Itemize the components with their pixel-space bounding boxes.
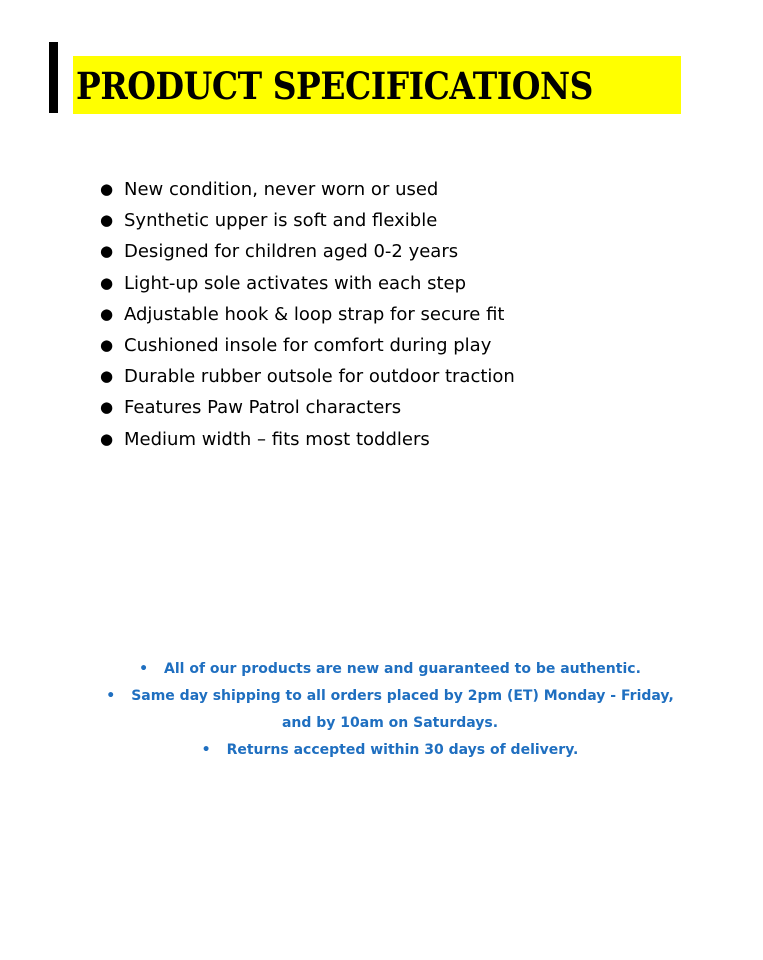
spec-item: [96, 392, 696, 423]
policy-note-returns: [90, 737, 690, 764]
bullet-icon: ●: [100, 398, 114, 417]
bullet-icon: ●: [100, 180, 114, 198]
bullet-icon: ●: [100, 304, 114, 323]
spec-item: [96, 205, 696, 236]
page-title: PRODUCT SPECIFICATIONS: [76, 64, 593, 108]
spec-item: [96, 361, 696, 392]
spec-item: [96, 268, 696, 299]
note-text: Returns accepted within 30 days of delivery.: [226, 742, 579, 758]
spec-item: [96, 330, 696, 361]
bullet-icon: ●: [100, 335, 114, 354]
spec-text: New condition, never worn or used: [124, 179, 439, 200]
bullet-icon: ●: [100, 211, 114, 230]
bullet-icon: ●: [100, 273, 114, 292]
spec-text: Synthetic upper is soft and flexible: [124, 210, 438, 232]
spec-text: Durable rubber outsole for outdoor traction: [124, 366, 515, 388]
bullet-icon: •: [201, 742, 211, 758]
spec-text: Features Paw Patrol characters: [124, 397, 402, 419]
spec-text: Light-up sole activates with each step: [124, 272, 467, 294]
spec-item: [96, 174, 696, 205]
spec-list: [96, 174, 696, 455]
spec-text: Designed for children aged 0-2 years: [124, 241, 459, 263]
bullet-icon: •: [106, 688, 116, 704]
bullet-icon: ●: [100, 429, 114, 448]
policy-notes: [90, 656, 690, 764]
spec-text: Adjustable hook & loop strap for secure fit: [124, 303, 505, 325]
bullet-icon: ●: [100, 242, 114, 261]
spec-item: [96, 424, 696, 455]
note-text: Same day shipping to all orders placed by 2pm (ET) Monday - Friday, and by 10am on Saturdays.: [131, 688, 674, 731]
bullet-icon: •: [139, 661, 149, 677]
spec-item: [96, 236, 696, 267]
bullet-icon: ●: [100, 367, 114, 386]
note-text: All of our products are new and guaranteed to be authentic.: [164, 661, 641, 677]
spec-text: Medium width – fits most toddlers: [124, 428, 430, 450]
left-accent-bar: [49, 42, 58, 113]
policy-note-shipping: [90, 683, 690, 737]
spec-text: Cushioned insole for comfort during play: [124, 334, 492, 356]
policy-note-authentic: [90, 656, 690, 683]
spec-item: [96, 299, 696, 330]
